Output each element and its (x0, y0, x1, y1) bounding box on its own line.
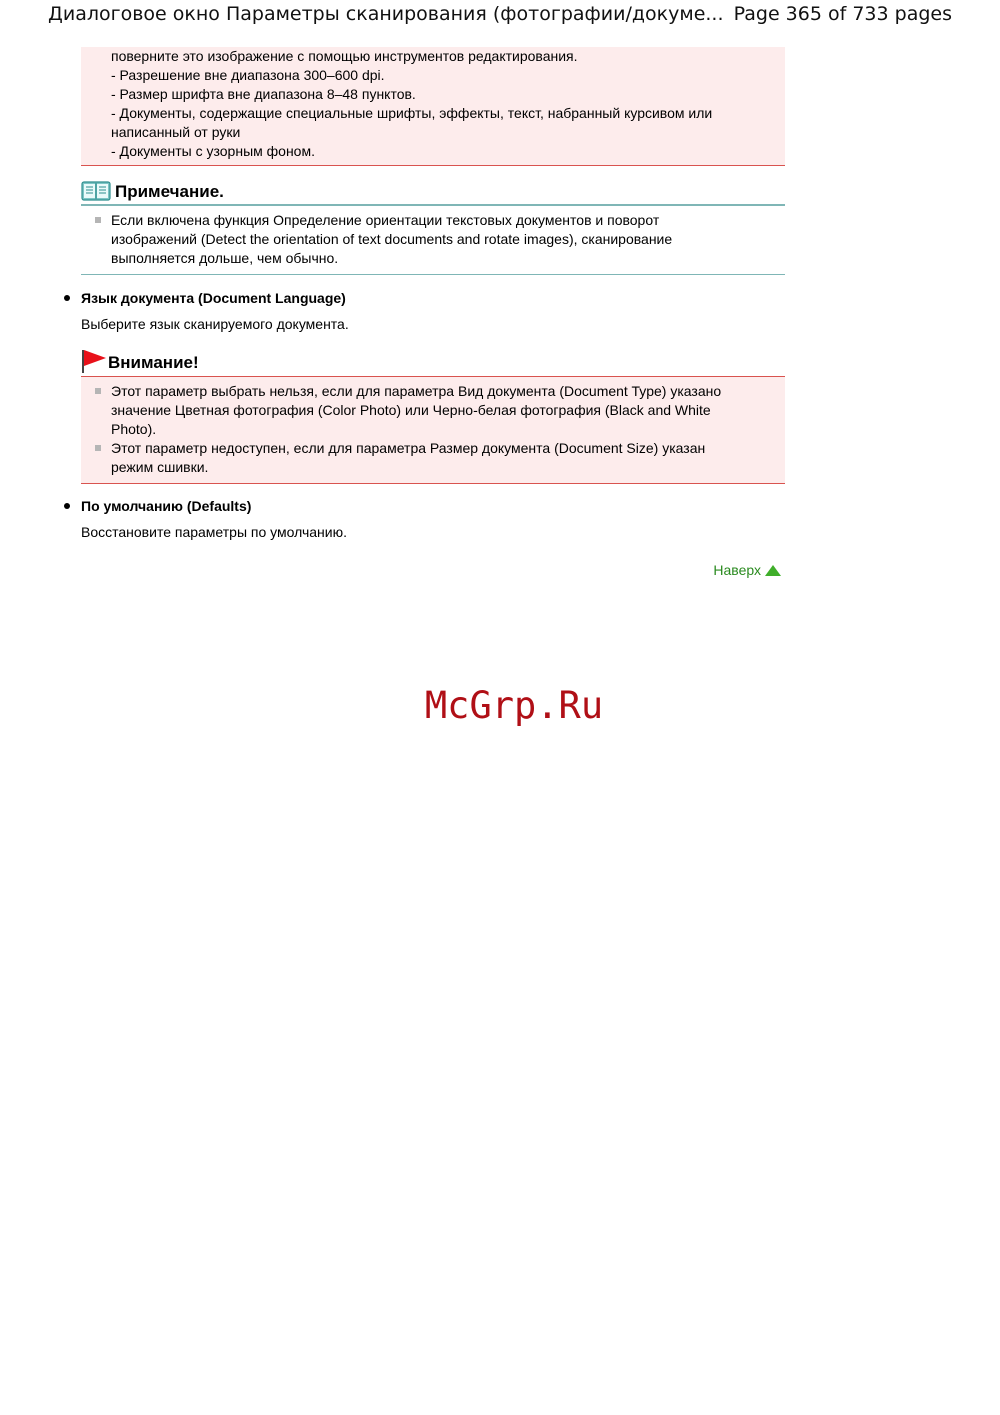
back-to-top-label: Наверх (713, 562, 761, 578)
warning-box-continued (81, 47, 785, 165)
note-box (81, 178, 785, 275)
arrow-up-icon (765, 565, 781, 576)
section-heading-text: Язык документа (Document Language) (81, 290, 346, 306)
warning-line: - Документы с узорным фоном. (111, 143, 315, 159)
note-bottom-rule (81, 274, 785, 275)
note-title: Примечание. (115, 181, 224, 201)
warning-line: - Разрешение вне диапазона 300–600 dpi. (111, 67, 385, 83)
back-to-top-row (81, 554, 785, 594)
section-heading (81, 497, 785, 516)
note-item: Если включена функция Определение ориентации текстовых документов и поворот изображений (Detect the orientation of text documents and rotate images), сканирование выполняется дольше, чем обычно. (111, 211, 715, 268)
warning-line: - Размер шрифта вне диапазона 8–48 пунктов. (111, 86, 416, 102)
note-list (81, 206, 785, 274)
warning-item: Этот параметр выбрать нельзя, если для параметра Вид документа (Document Type) указано значение Цветная фотография (Color Photo) или Черно-белая фотография (Black and White Photo). (111, 382, 745, 439)
bullet-dot (64, 503, 70, 509)
page-header (0, 0, 1000, 30)
warning-line: поверните это изображение с помощью инструментов редактирования. (111, 48, 578, 64)
page-counter: Page 365 of 733 pages (733, 3, 952, 25)
warning-box (81, 350, 785, 484)
warning-list (81, 382, 785, 477)
section-text: Восстановите параметры по умолчанию. (81, 524, 347, 540)
section-defaults (81, 497, 785, 542)
section-heading-text: По умолчанию (Defaults) (81, 498, 252, 514)
main-content (81, 47, 785, 594)
book-icon (81, 181, 111, 201)
section-heading (81, 289, 785, 308)
back-to-top-link[interactable] (713, 562, 781, 578)
warning-title: Внимание! (108, 353, 199, 372)
section-text: Выберите язык сканируемого документа. (81, 316, 349, 332)
red-flag-icon (81, 349, 107, 373)
bullet-dot (64, 295, 70, 301)
warning-content (81, 377, 785, 483)
warning-title-row (81, 350, 785, 376)
warning-box-bottom-rule (81, 165, 785, 166)
warning-bottom-rule (81, 483, 785, 484)
document-title: Диалоговое окно Параметры сканирования (фотографии/докуме... (48, 3, 724, 25)
watermark-logo: McGrp.Ru (424, 684, 604, 727)
warning-item: Этот параметр недоступен, если для параметра Размер документа (Document Size) указан режим сшивки. (111, 439, 745, 477)
section-document-language (81, 289, 785, 334)
note-title-row (81, 178, 785, 204)
warning-line: - Документы, содержащие специальные шрифты, эффекты, текст, набранный курсивом или (111, 105, 713, 121)
warning-line: написанный от руки (111, 124, 241, 140)
